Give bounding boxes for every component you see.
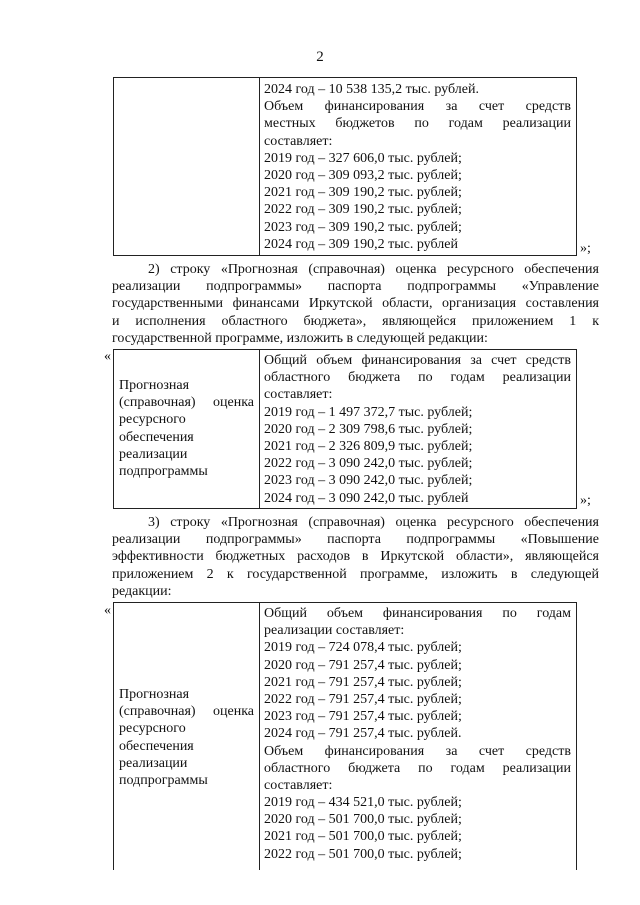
table-3-line: 2022 год – 791 257,4 тыс. рублей; (264, 691, 462, 707)
paragraph-line: и исполнения областного бюджета», являющейся приложением 1 к (112, 313, 599, 329)
paragraph-line: реализации подпрограммы» паспорта подпрограммы «Управление (112, 279, 599, 295)
table-2-line: Общий объем финансирования за счет средств (264, 353, 571, 368)
paragraph-3 (112, 514, 599, 600)
table-2-line: составляет: (264, 387, 333, 403)
table-3-line: 2019 год – 434 521,0 тыс. рублей; (264, 795, 462, 811)
left-cell-line: обеспечения (119, 429, 194, 445)
table-3-left-cell (119, 686, 254, 789)
table-2-left-cell (119, 377, 254, 480)
table-3-line: 2021 год – 791 257,4 тыс. рублей; (264, 674, 462, 690)
table-2-line: областного бюджета по годам реализации (264, 370, 571, 386)
paragraph-line: приложением 2 к государственной программе, изложить в следующей (112, 566, 599, 582)
table-3-open-quote: « (104, 603, 111, 618)
left-cell-line: (справочная) оценка (119, 704, 254, 720)
table-2-line: 2021 год – 2 326 809,9 тыс. рублей; (264, 438, 473, 454)
table-1-line: 2020 год – 309 093,2 тыс. рублей; (264, 167, 462, 183)
table-1-right-cell (264, 81, 571, 253)
left-cell-line: Прогнозная (119, 378, 190, 393)
table-1-line: 2022 год – 309 190,2 тыс. рублей; (264, 202, 462, 218)
table-1-line: 2023 год – 309 190,2 тыс. рублей; (264, 219, 462, 235)
table-3-line: Общий объем финансирования по годам (264, 606, 571, 621)
paragraph-line: государственной программе, изложить в следующей редакции: (112, 330, 488, 346)
table-1-line: 2019 год – 327 606,0 тыс. рублей; (264, 150, 462, 166)
table-2-line: 2023 год – 3 090 242,0 тыс. рублей; (264, 473, 473, 489)
page-number: 2 (316, 49, 324, 65)
table-3-right-cell (264, 605, 571, 863)
left-cell-line: обеспечения (119, 738, 194, 754)
table-1-column-divider (259, 78, 260, 255)
table-1-line: 2024 год – 309 190,2 тыс. рублей (264, 236, 458, 252)
left-cell-line: подпрограммы (119, 773, 208, 789)
paragraph-line: 3) строку «Прогнозная (справочная) оценка ресурсного обеспечения (148, 515, 599, 530)
table-1-close-quote: »; (580, 241, 591, 256)
left-cell-line: (справочная) оценка (119, 395, 254, 411)
left-cell-line: реализации (119, 755, 188, 771)
table-3-line: 2020 год – 501 700,0 тыс. рублей; (264, 812, 462, 828)
table-1-line: 2021 год – 309 190,2 тыс. рублей; (264, 185, 462, 201)
left-cell-line: подпрограммы (119, 464, 208, 480)
paragraph-line: эффективности бюджетных расходов в Иркутской области», являющейся (112, 549, 599, 565)
table-2-line: 2019 год – 1 497 372,7 тыс. рублей; (264, 404, 473, 420)
table-3-line: 2024 год – 791 257,4 тыс. рублей. (264, 726, 462, 742)
paragraph-line: 2) строку «Прогнозная (справочная) оценка ресурсного обеспечения (148, 262, 599, 277)
left-cell-line: ресурсного (119, 412, 186, 428)
paragraph-2 (112, 261, 599, 347)
table-2-right-cell (264, 352, 571, 507)
table-2-column-divider (259, 350, 260, 508)
left-cell-line: Прогнозная (119, 687, 190, 702)
table-2-line: 2022 год – 3 090 242,0 тыс. рублей; (264, 456, 473, 472)
table-3-line: 2020 год – 791 257,4 тыс. рублей; (264, 657, 462, 673)
table-2-open-quote: « (104, 349, 111, 364)
paragraph-line: государственными финансами Иркутской области, организация составления (112, 296, 599, 312)
table-3-line: Объем финансирования за счет средств (264, 743, 571, 759)
table-1-line: составляет: (264, 133, 333, 149)
left-cell-line: ресурсного (119, 721, 186, 737)
left-cell-line: реализации (119, 446, 188, 462)
table-2-line: 2024 год – 3 090 242,0 тыс. рублей (264, 490, 469, 506)
table-3-line: 2022 год – 501 700,0 тыс. рублей; (264, 846, 462, 862)
table-3-line: 2021 год – 501 700,0 тыс. рублей; (264, 829, 462, 845)
table-1-line: местных бюджетов по годам реализации (264, 116, 571, 132)
paragraph-line: редакции: (112, 583, 172, 599)
table-3-line: реализации составляет: (264, 623, 405, 639)
table-3-line: областного бюджета по годам реализации (264, 760, 571, 776)
table-3-line: составляет: (264, 777, 333, 793)
table-3-column-divider (259, 603, 260, 870)
table-1-line: Объем финансирования за счет средств (264, 99, 571, 115)
table-2-line: 2020 год – 2 309 798,6 тыс. рублей; (264, 421, 473, 437)
table-3-line: 2023 год – 791 257,4 тыс. рублей; (264, 709, 462, 725)
table-1-line: 2024 год – 10 538 135,2 тыс. рублей. (264, 82, 479, 97)
paragraph-line: реализации подпрограммы» паспорта подпрограммы «Повышение (112, 532, 599, 548)
table-3-line: 2019 год – 724 078,4 тыс. рублей; (264, 640, 462, 656)
table-2-close-quote: »; (580, 493, 591, 508)
